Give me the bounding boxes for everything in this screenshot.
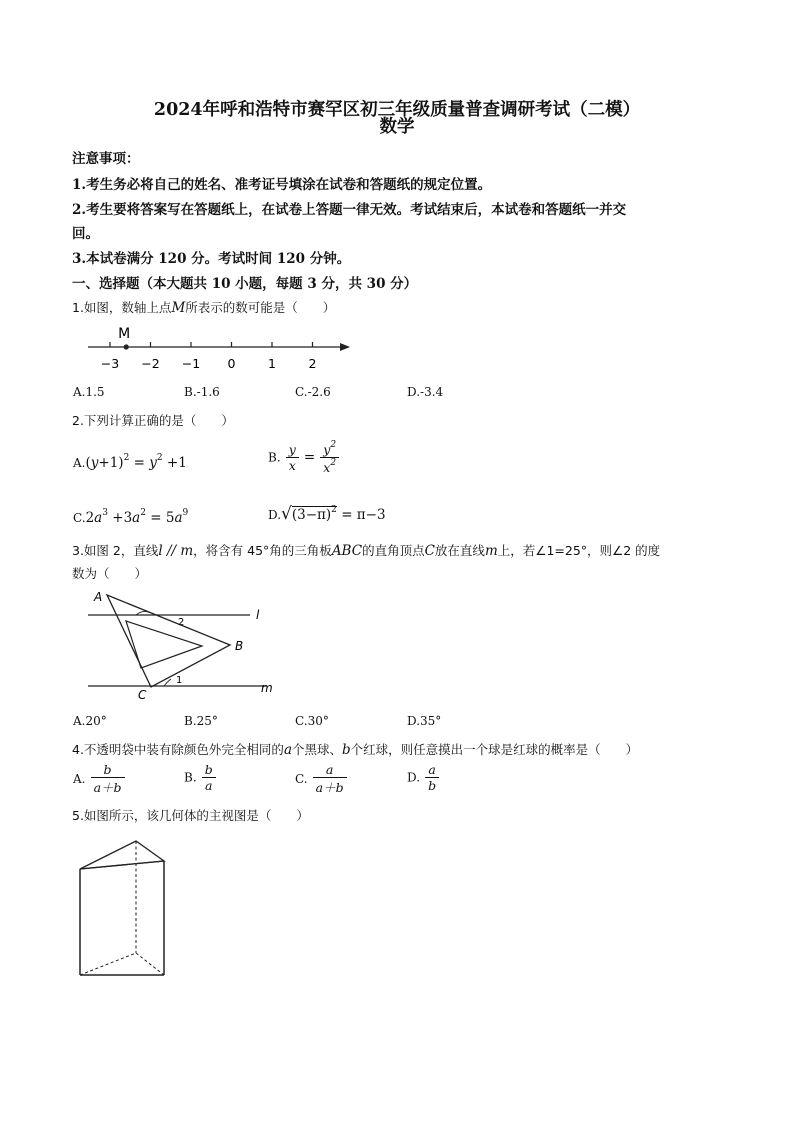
note-item: 3.本试卷满分 120 分。考试时间 120 分钟。 <box>72 251 351 267</box>
point-m-label: M <box>118 326 131 342</box>
triangle-parallel-lines-figure <box>80 588 280 706</box>
number-line-tick-label: 2 <box>308 356 317 371</box>
q2-option-d[interactable]: $D.√(3-\pi)^2 = \pi-3$ <box>268 504 386 524</box>
question-2-stem: 2.下列计算正确的是（ ） <box>72 413 234 428</box>
q3-option-a[interactable]: A.20° <box>73 714 107 728</box>
notes-heading: 注意事项： <box>72 151 140 167</box>
q3-option-b[interactable]: B.25° <box>184 714 218 728</box>
q4-option-c[interactable]: C. $\frac{a}{a+b}$ <box>295 762 347 796</box>
number-line-tick-label: −2 <box>141 356 160 371</box>
question-5-stem: 5.如图所示，该几何体的主视图是（ ） <box>72 808 309 823</box>
q2-option-b[interactable]: B. $\frac{y}{x}$ = $\frac{y^2}{x^2}$ <box>268 440 339 475</box>
label-b: B <box>235 639 244 653</box>
question-1-stem: 1.如图，数轴上点M所表示的数可能是（ ） <box>72 300 336 316</box>
section-heading: 一、选择题（本大题共 10 小题，每题 3 分，共 30 分） <box>72 276 418 292</box>
number-line-tick-label: −3 <box>100 356 120 371</box>
q1-option-d[interactable]: D.-3.4 <box>407 385 444 399</box>
exam-title: 2024年呼和浩特市赛罕区初三年级质量普查调研考试（二模） <box>153 100 641 120</box>
label-c: C <box>138 688 147 702</box>
q2-option-a[interactable]: $A.(y+1)^2 = y^2 +1$ <box>73 453 187 471</box>
subject-title: 数学 <box>379 117 415 137</box>
number-line-figure <box>82 320 357 378</box>
note-item: 1.考生务必将自己的姓名、准考证号填涂在试卷和答题纸的规定位置。 <box>72 177 492 193</box>
number-line-tick-label: 1 <box>268 356 276 371</box>
q2-option-c[interactable]: $C.2a^3 +3a^2 = 5a^9$ <box>73 508 189 526</box>
question-4-stem: 4.不透明袋中装有除颜色外完全相同的a个黑球、b个红球，则任意摸出一个球是红球的概率是（ ） <box>72 742 639 758</box>
q1-option-c[interactable]: C.-2.6 <box>295 385 331 399</box>
point-m-marker <box>124 344 129 349</box>
label-a: A <box>94 590 103 604</box>
q4-option-b[interactable]: B. $\frac{b}{a}$ <box>184 762 216 793</box>
label-angle-2: 2 <box>178 617 185 628</box>
label-l: l <box>256 608 260 622</box>
q1-option-a[interactable]: A.1.5 <box>73 385 105 399</box>
question-3-stem-cont: 数为（ ） <box>72 566 148 581</box>
q4-option-a[interactable]: A. $\frac{b}{a+b}$ <box>73 762 125 796</box>
question-3-stem: 3.如图 2，直线l // m，将含有 45°角的三角板ABC的直角顶点C放在直线m上，若∠1=25°，则∠2 的度 <box>72 543 661 559</box>
note-item: 回。 <box>72 226 99 242</box>
triangle-outer <box>107 595 230 687</box>
label-m: m <box>261 681 273 695</box>
number-line-tick-label: −1 <box>181 356 201 371</box>
q3-option-c[interactable]: C.30° <box>295 714 329 728</box>
q1-option-b[interactable]: B.-1.6 <box>184 385 220 399</box>
number-line-tick-label: 0 <box>227 356 236 371</box>
label-angle-1: 1 <box>176 675 183 686</box>
triangular-prism-figure <box>74 835 174 980</box>
triangle-inner <box>126 621 202 668</box>
q4-option-d[interactable]: D. $\frac{a}{b}$ <box>407 762 439 793</box>
q3-option-d[interactable]: D.35° <box>407 714 442 728</box>
note-item: 2.考生要将答案写在答题纸上，在试卷上答题一律无效。考试结束后，本试卷和答题纸一并交 <box>72 202 627 218</box>
